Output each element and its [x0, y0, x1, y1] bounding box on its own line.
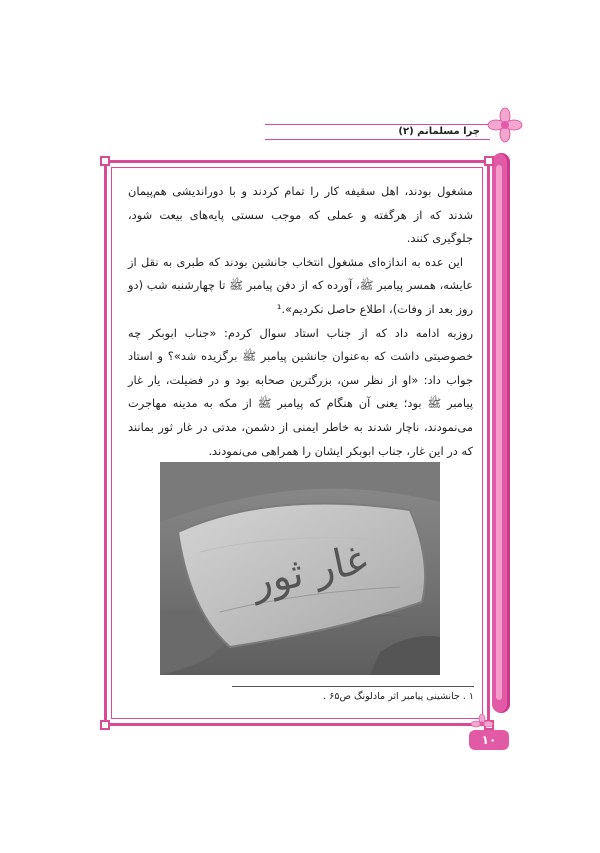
frame-corner [100, 720, 110, 730]
frame-corner [100, 156, 110, 166]
flower-ornament-icon [487, 107, 523, 143]
side-decor-highlight [496, 165, 502, 700]
page-number: ۱۰ [481, 733, 497, 747]
footnote: ۱ . جانشینی پیامبر اثر مادلونگ ص۶۵ . [323, 691, 474, 702]
paragraph: این عده به اندازه‌ای مشغول انتخاب جانشین بودند که طبری به نقل از عایشه، همسر پیامبر ﷺ، آورده که از دفن پیامبر ﷺ تا چهارشنبه شب (دو روز بعد از وفات)، اطلاع حاصل نکردیم».¹ [128, 254, 473, 316]
paragraph: روزبه ادامه داد که از جناب استاد سوال کردم: «جناب ابوبکر چه خصوصیتی داشت که به‌عنوان جانشین پیامبر ﷺ برگزیده شد»؟ و استاد جواب داد: «او از نظر سن، بزرگترین صحابه بود و در فضیلت، یار غار پیامبر ﷺ بود؛ یعنی آن هنگام که پیامبر ﷺ از مکه به مدینه مهاجرت می‌نمودند، ناچار شدند به خاطر ایمنی از دشمن، مدتی در غار ثور بمانند که در این غار، جناب ابوبکر ایشان را همراهی می‌نمودند. [128, 325, 473, 458]
frame-corner [484, 156, 494, 166]
cave-rock-photo [160, 462, 440, 675]
inscription-text: غار ثور [247, 536, 372, 606]
header-rule-bottom [265, 139, 490, 140]
body-text [128, 180, 473, 463]
paragraph: مشغول بودند، اهل سقیفه کار را تمام کردند و با دوراندیشی هم‌پیمان شدند که از هرگفته و عملی که موجب سستی پایه‌های بیعت شود، جلوگیری کنند. [128, 184, 473, 246]
footnote-rule [232, 686, 474, 687]
chapter-title: چرا مسلمانم (۲) [398, 126, 480, 137]
